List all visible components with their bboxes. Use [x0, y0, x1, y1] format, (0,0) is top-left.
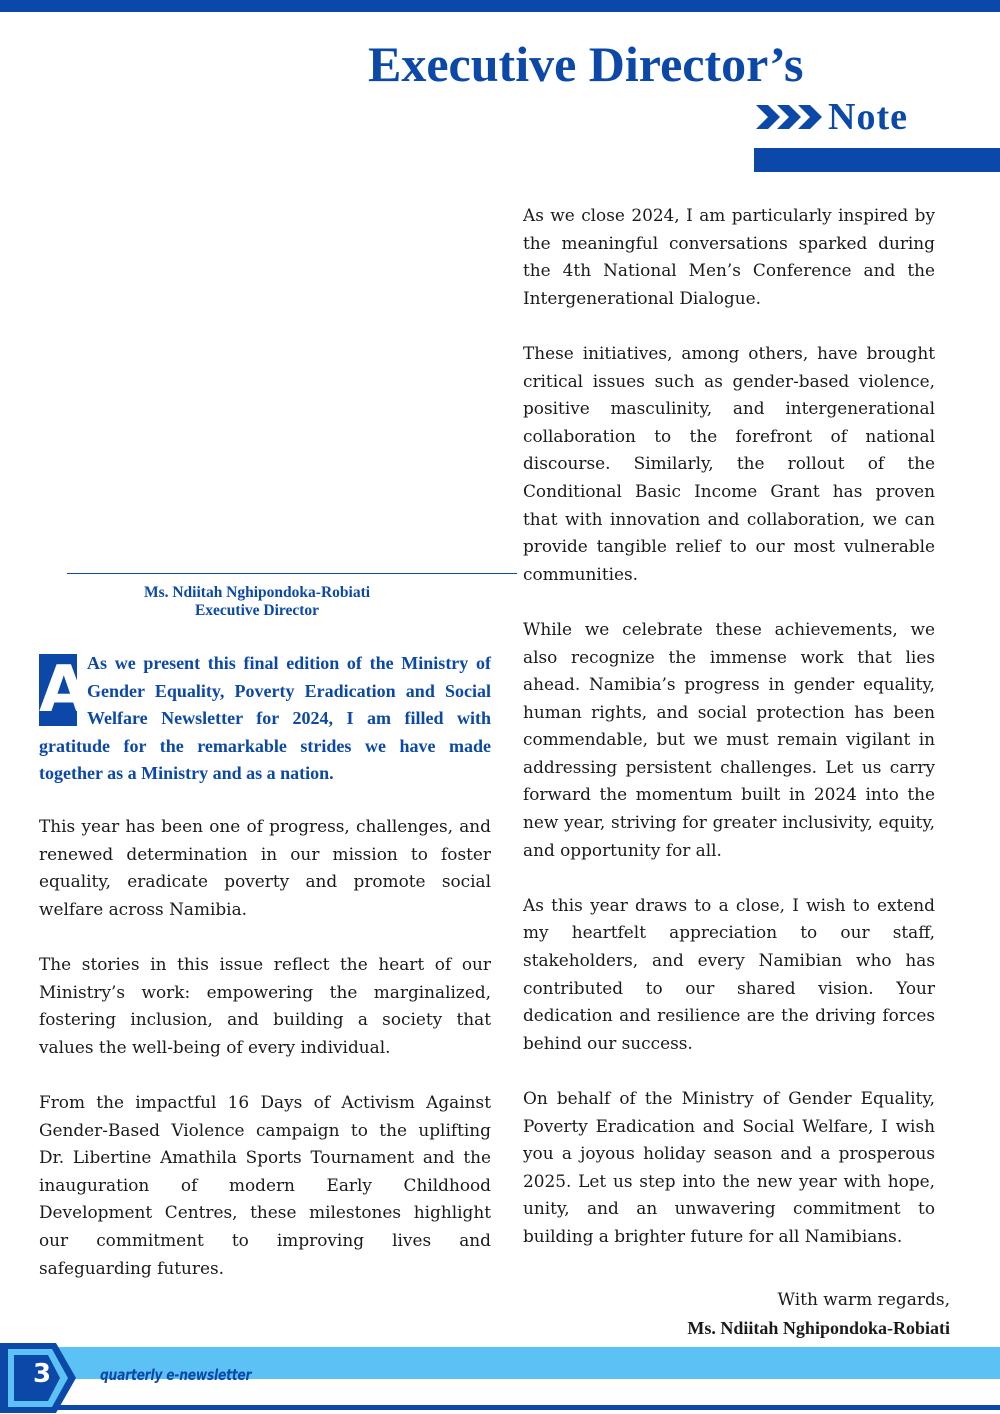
page-number: 3: [32, 1359, 52, 1389]
note-accent-bar: [754, 148, 1000, 172]
page-title: Executive Director’s: [368, 36, 804, 92]
left-column: [39, 813, 491, 1310]
paragraph: As this year draws to a close, I wish to extend my heartfelt appreciation to our staff, stakeholders, and every Namibian who has contributed to our shared vision. Your dedication and resilience are the driving forces behind our success.: [523, 894, 935, 1053]
footer-rule: [0, 1405, 1000, 1410]
photo-caption: [67, 584, 447, 620]
drop-cap: A: [39, 653, 89, 727]
lead-text: As we present this final edition of the Ministry of Gender Equality, Poverty Eradication and Social Welfare Newsletter for 2024, I am filled with gratitude for the remarkable strides we have made together as a Ministry and as a nation.: [39, 653, 491, 784]
page-subtitle: Note: [828, 96, 908, 138]
caption-role: Executive Director: [194, 602, 320, 619]
caption-name: Ms. Ndiitah Nghipondoka-Robiati: [143, 584, 371, 601]
footer-label: quarterly e-newsletter: [100, 1366, 252, 1384]
right-column: [523, 202, 935, 1278]
lead-paragraph: [39, 650, 491, 788]
paragraph: While we celebrate these achievements, we also recognize the immense work that lies ahead. Namibia’s progress in gender equality, human rights, and social protection has been commendable, but we must remain vigilant in addressing persistent challenges. Let us carry forward the momentum built in 2024 into the new year, striving for greater inclusivity, equity, and opportunity for all.: [523, 618, 935, 860]
paragraph: This year has been one of progress, challenges, and renewed determination in our mission to foster equality, eradicate poverty and promote social welfare across Namibia.: [39, 816, 491, 919]
signoff-name: Ms. Ndiitah Nghipondoka-Robiati: [687, 1318, 950, 1338]
paragraph: As we close 2024, I am particularly inspired by the meaningful conversations sparked during the 4th National Men’s Conference and the Intergenerational Dialogue.: [523, 205, 935, 308]
paragraph: The stories in this issue reflect the heart of our Ministry’s work: empowering the marginalized, fostering inclusion, and building a society that values the well-being of every individual.: [39, 953, 491, 1057]
signoff-closing: With warm regards,: [777, 1290, 950, 1310]
paragraph: These initiatives, among others, have brought critical issues such as gender-based violence, positive masculinity, and intergenerational collaboration to the forefront of national discourse. Similarly, the rollout of the Conditional Basic Income Grant has proven that with innovation and collaboration, we can provide tangible relief to our most vulnerable communities.: [523, 342, 935, 584]
paragraph: From the impactful 16 Days of Activism Against Gender-Based Violence campaign to the uplifting Dr. Libertine Amathila Sports Tournament and the inauguration of modern Early Childhood Development Centres, these milestones highlight our commitment to improving lives and safeguarding futures.: [39, 1091, 491, 1278]
note-heading: [754, 94, 908, 140]
paragraph: On behalf of the Ministry of Gender Equality, Poverty Eradication and Social Welfare, I wish you a joyous holiday season and a prosperous 2025. Let us step into the new year with hope, unity, and an unwavering commitment to building a brighter future for all Namibians.: [523, 1088, 935, 1246]
top-accent-bar: [0, 0, 1000, 12]
triple-chevron-icon: [754, 97, 826, 137]
photo-caption-rule: [67, 573, 517, 574]
